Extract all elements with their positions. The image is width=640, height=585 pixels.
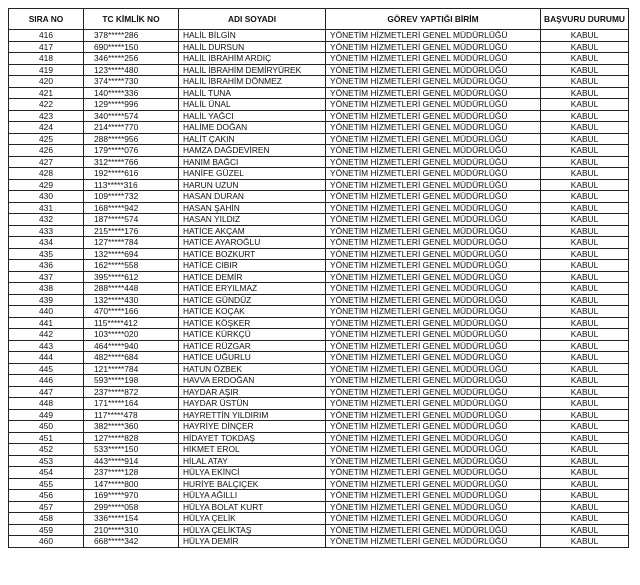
- cell-sira-no: 428: [9, 168, 84, 180]
- cell-basvuru-durumu: KABUL: [541, 168, 629, 180]
- cell-adi-soyadi: HÜLYA EKİNCİ: [179, 467, 326, 479]
- table-row: [9, 524, 629, 536]
- cell-tc-kimlik-no: 192*****616: [84, 168, 179, 180]
- cell-basvuru-durumu: KABUL: [541, 467, 629, 479]
- cell-adi-soyadi: HALİL YAĞCI: [179, 110, 326, 122]
- cell-sira-no: 450: [9, 421, 84, 433]
- cell-adi-soyadi: HAYRİYE DİNÇER: [179, 421, 326, 433]
- cell-adi-soyadi: HALİL DURSUN: [179, 41, 326, 53]
- cell-adi-soyadi: HATİCE DEMİR: [179, 271, 326, 283]
- cell-tc-kimlik-no: 169*****970: [84, 490, 179, 502]
- table-row: [9, 294, 629, 306]
- cell-adi-soyadi: HAYDAR AŞIR: [179, 386, 326, 398]
- cell-basvuru-durumu: KABUL: [541, 202, 629, 214]
- cell-tc-kimlik-no: 374*****730: [84, 76, 179, 88]
- cell-basvuru-durumu: KABUL: [541, 409, 629, 421]
- cell-basvuru-durumu: KABUL: [541, 398, 629, 410]
- table-row: [9, 306, 629, 318]
- cell-sira-no: 444: [9, 352, 84, 364]
- table-row: [9, 237, 629, 249]
- cell-adi-soyadi: HÜLYA ÇELİK: [179, 513, 326, 525]
- cell-adi-soyadi: HÜLYA AĞILLI: [179, 490, 326, 502]
- cell-adi-soyadi: HATİCE KÖŞKER: [179, 317, 326, 329]
- cell-gorev-birim: YÖNETİM HİZMETLERİ GENEL MÜDÜRLÜĞÜ: [326, 99, 541, 111]
- cell-adi-soyadi: HALİL İBRAHİM ARDIÇ: [179, 53, 326, 65]
- table-row: [9, 53, 629, 65]
- cell-gorev-birim: YÖNETİM HİZMETLERİ GENEL MÜDÜRLÜĞÜ: [326, 53, 541, 65]
- cell-gorev-birim: YÖNETİM HİZMETLERİ GENEL MÜDÜRLÜĞÜ: [326, 317, 541, 329]
- cell-tc-kimlik-no: 482*****684: [84, 352, 179, 364]
- table-row: [9, 329, 629, 341]
- table-row: [9, 76, 629, 88]
- cell-gorev-birim: YÖNETİM HİZMETLERİ GENEL MÜDÜRLÜĞÜ: [326, 76, 541, 88]
- table-row: [9, 87, 629, 99]
- cell-basvuru-durumu: KABUL: [541, 260, 629, 272]
- cell-sira-no: 440: [9, 306, 84, 318]
- cell-gorev-birim: YÖNETİM HİZMETLERİ GENEL MÜDÜRLÜĞÜ: [326, 225, 541, 237]
- table-row: [9, 536, 629, 548]
- cell-sira-no: 455: [9, 478, 84, 490]
- cell-gorev-birim: YÖNETİM HİZMETLERİ GENEL MÜDÜRLÜĞÜ: [326, 375, 541, 387]
- cell-sira-no: 446: [9, 375, 84, 387]
- table-row: [9, 179, 629, 191]
- cell-basvuru-durumu: KABUL: [541, 329, 629, 341]
- applicant-table: [8, 8, 629, 548]
- cell-gorev-birim: YÖNETİM HİZMETLERİ GENEL MÜDÜRLÜĞÜ: [326, 156, 541, 168]
- cell-adi-soyadi: HATİCE UĞURLU: [179, 352, 326, 364]
- cell-tc-kimlik-no: 187*****574: [84, 214, 179, 226]
- cell-gorev-birim: YÖNETİM HİZMETLERİ GENEL MÜDÜRLÜĞÜ: [326, 455, 541, 467]
- cell-basvuru-durumu: KABUL: [541, 191, 629, 203]
- header-gorev-birim: GÖREV YAPTIĞI BİRİM: [326, 9, 541, 30]
- table-row: [9, 421, 629, 433]
- table-row: [9, 501, 629, 513]
- table-row: [9, 398, 629, 410]
- cell-adi-soyadi: HALİL BİLGİN: [179, 30, 326, 42]
- table-row: [9, 283, 629, 295]
- table-row: [9, 271, 629, 283]
- cell-basvuru-durumu: KABUL: [541, 444, 629, 456]
- cell-sira-no: 453: [9, 455, 84, 467]
- cell-sira-no: 451: [9, 432, 84, 444]
- cell-basvuru-durumu: KABUL: [541, 156, 629, 168]
- cell-sira-no: 430: [9, 191, 84, 203]
- table-row: [9, 214, 629, 226]
- table-row: [9, 202, 629, 214]
- cell-sira-no: 456: [9, 490, 84, 502]
- cell-adi-soyadi: HALİT ÇAKIN: [179, 133, 326, 145]
- cell-sira-no: 459: [9, 524, 84, 536]
- cell-adi-soyadi: HATİCE KOÇAK: [179, 306, 326, 318]
- cell-gorev-birim: YÖNETİM HİZMETLERİ GENEL MÜDÜRLÜĞÜ: [326, 237, 541, 249]
- cell-sira-no: 437: [9, 271, 84, 283]
- cell-sira-no: 443: [9, 340, 84, 352]
- cell-adi-soyadi: HANİFE GÜZEL: [179, 168, 326, 180]
- cell-basvuru-durumu: KABUL: [541, 536, 629, 548]
- cell-adi-soyadi: HAYDAR ÜSTÜN: [179, 398, 326, 410]
- header-adi-soyadi: ADI SOYADI: [179, 9, 326, 30]
- cell-tc-kimlik-no: 113*****316: [84, 179, 179, 191]
- table-row: [9, 340, 629, 352]
- cell-tc-kimlik-no: 593*****198: [84, 375, 179, 387]
- cell-gorev-birim: YÖNETİM HİZMETLERİ GENEL MÜDÜRLÜĞÜ: [326, 271, 541, 283]
- cell-adi-soyadi: HATİCE KÜRKÇÜ: [179, 329, 326, 341]
- cell-basvuru-durumu: KABUL: [541, 513, 629, 525]
- cell-sira-no: 454: [9, 467, 84, 479]
- cell-sira-no: 426: [9, 145, 84, 157]
- table-row: [9, 478, 629, 490]
- cell-adi-soyadi: HASAN YILDIZ: [179, 214, 326, 226]
- cell-tc-kimlik-no: 395*****612: [84, 271, 179, 283]
- cell-sira-no: 436: [9, 260, 84, 272]
- cell-basvuru-durumu: KABUL: [541, 478, 629, 490]
- cell-basvuru-durumu: KABUL: [541, 501, 629, 513]
- cell-tc-kimlik-no: 115*****412: [84, 317, 179, 329]
- cell-tc-kimlik-no: 103*****020: [84, 329, 179, 341]
- cell-gorev-birim: YÖNETİM HİZMETLERİ GENEL MÜDÜRLÜĞÜ: [326, 191, 541, 203]
- cell-adi-soyadi: HÜLYA ÇELİKTAŞ: [179, 524, 326, 536]
- table-row: [9, 352, 629, 364]
- cell-adi-soyadi: HATİCE GÜNDÜZ: [179, 294, 326, 306]
- cell-basvuru-durumu: KABUL: [541, 306, 629, 318]
- cell-sira-no: 419: [9, 64, 84, 76]
- cell-adi-soyadi: HALİL ÜNAL: [179, 99, 326, 111]
- cell-basvuru-durumu: KABUL: [541, 225, 629, 237]
- cell-sira-no: 452: [9, 444, 84, 456]
- cell-gorev-birim: YÖNETİM HİZMETLERİ GENEL MÜDÜRLÜĞÜ: [326, 260, 541, 272]
- cell-basvuru-durumu: KABUL: [541, 41, 629, 53]
- cell-basvuru-durumu: KABUL: [541, 352, 629, 364]
- cell-gorev-birim: YÖNETİM HİZMETLERİ GENEL MÜDÜRLÜĞÜ: [326, 409, 541, 421]
- table-row: [9, 64, 629, 76]
- cell-gorev-birim: YÖNETİM HİZMETLERİ GENEL MÜDÜRLÜĞÜ: [326, 294, 541, 306]
- cell-adi-soyadi: HÜLYA BOLAT KURT: [179, 501, 326, 513]
- cell-tc-kimlik-no: 215*****176: [84, 225, 179, 237]
- header-sira-no: SIRA NO: [9, 9, 84, 30]
- cell-gorev-birim: YÖNETİM HİZMETLERİ GENEL MÜDÜRLÜĞÜ: [326, 513, 541, 525]
- table-row: [9, 455, 629, 467]
- watermark-logo: [597, 36, 635, 56]
- cell-basvuru-durumu: KABUL: [541, 110, 629, 122]
- cell-gorev-birim: YÖNETİM HİZMETLERİ GENEL MÜDÜRLÜĞÜ: [326, 490, 541, 502]
- cell-gorev-birim: YÖNETİM HİZMETLERİ GENEL MÜDÜRLÜĞÜ: [326, 87, 541, 99]
- cell-adi-soyadi: HARUN UZUN: [179, 179, 326, 191]
- cell-adi-soyadi: HATİCE ERYILMAZ: [179, 283, 326, 295]
- cell-gorev-birim: YÖNETİM HİZMETLERİ GENEL MÜDÜRLÜĞÜ: [326, 133, 541, 145]
- cell-basvuru-durumu: KABUL: [541, 432, 629, 444]
- cell-tc-kimlik-no: 237*****872: [84, 386, 179, 398]
- cell-tc-kimlik-no: 171*****164: [84, 398, 179, 410]
- table-header-row: [9, 9, 629, 30]
- cell-sira-no: 429: [9, 179, 84, 191]
- cell-gorev-birim: YÖNETİM HİZMETLERİ GENEL MÜDÜRLÜĞÜ: [326, 352, 541, 364]
- cell-basvuru-durumu: KABUL: [541, 271, 629, 283]
- cell-tc-kimlik-no: 162*****558: [84, 260, 179, 272]
- table-row: [9, 444, 629, 456]
- cell-tc-kimlik-no: 312*****766: [84, 156, 179, 168]
- cell-gorev-birim: YÖNETİM HİZMETLERİ GENEL MÜDÜRLÜĞÜ: [326, 145, 541, 157]
- cell-gorev-birim: YÖNETİM HİZMETLERİ GENEL MÜDÜRLÜĞÜ: [326, 64, 541, 76]
- cell-basvuru-durumu: KABUL: [541, 386, 629, 398]
- cell-sira-no: 458: [9, 513, 84, 525]
- cell-tc-kimlik-no: 340*****574: [84, 110, 179, 122]
- cell-adi-soyadi: HÜLYA DEMİR: [179, 536, 326, 548]
- table-row: [9, 168, 629, 180]
- cell-gorev-birim: YÖNETİM HİZMETLERİ GENEL MÜDÜRLÜĞÜ: [326, 501, 541, 513]
- cell-sira-no: 434: [9, 237, 84, 249]
- cell-basvuru-durumu: KABUL: [541, 524, 629, 536]
- table-row: [9, 248, 629, 260]
- cell-sira-no: 425: [9, 133, 84, 145]
- cell-basvuru-durumu: KABUL: [541, 53, 629, 65]
- cell-sira-no: 439: [9, 294, 84, 306]
- cell-tc-kimlik-no: 668*****342: [84, 536, 179, 548]
- cell-tc-kimlik-no: 132*****430: [84, 294, 179, 306]
- cell-gorev-birim: YÖNETİM HİZMETLERİ GENEL MÜDÜRLÜĞÜ: [326, 110, 541, 122]
- cell-basvuru-durumu: KABUL: [541, 133, 629, 145]
- table-row: [9, 432, 629, 444]
- header-tc-kimlik-no: TC KİMLİK NO: [84, 9, 179, 30]
- cell-sira-no: 418: [9, 53, 84, 65]
- cell-tc-kimlik-no: 533*****150: [84, 444, 179, 456]
- cell-basvuru-durumu: KABUL: [541, 294, 629, 306]
- cell-gorev-birim: YÖNETİM HİZMETLERİ GENEL MÜDÜRLÜĞÜ: [326, 478, 541, 490]
- table-row: [9, 99, 629, 111]
- table-row: [9, 191, 629, 203]
- cell-tc-kimlik-no: 288*****956: [84, 133, 179, 145]
- cell-basvuru-durumu: KABUL: [541, 283, 629, 295]
- cell-basvuru-durumu: KABUL: [541, 237, 629, 249]
- cell-gorev-birim: YÖNETİM HİZMETLERİ GENEL MÜDÜRLÜĞÜ: [326, 30, 541, 42]
- cell-basvuru-durumu: KABUL: [541, 455, 629, 467]
- cell-gorev-birim: YÖNETİM HİZMETLERİ GENEL MÜDÜRLÜĞÜ: [326, 329, 541, 341]
- cell-tc-kimlik-no: 346*****256: [84, 53, 179, 65]
- cell-tc-kimlik-no: 127*****784: [84, 237, 179, 249]
- cell-adi-soyadi: HURİYE BALÇIÇEK: [179, 478, 326, 490]
- cell-adi-soyadi: HATİCE AKÇAM: [179, 225, 326, 237]
- cell-adi-soyadi: HİDAYET TOKDAŞ: [179, 432, 326, 444]
- cell-adi-soyadi: HAYRETTİN YILDIRIM: [179, 409, 326, 421]
- cell-adi-soyadi: HATİCE CIBIR: [179, 260, 326, 272]
- cell-tc-kimlik-no: 129*****996: [84, 99, 179, 111]
- cell-sira-no: 424: [9, 122, 84, 134]
- cell-gorev-birim: YÖNETİM HİZMETLERİ GENEL MÜDÜRLÜĞÜ: [326, 432, 541, 444]
- cell-adi-soyadi: HİKMET EROL: [179, 444, 326, 456]
- cell-gorev-birim: YÖNETİM HİZMETLERİ GENEL MÜDÜRLÜĞÜ: [326, 168, 541, 180]
- cell-gorev-birim: YÖNETİM HİZMETLERİ GENEL MÜDÜRLÜĞÜ: [326, 363, 541, 375]
- cell-gorev-birim: YÖNETİM HİZMETLERİ GENEL MÜDÜRLÜĞÜ: [326, 202, 541, 214]
- cell-gorev-birim: YÖNETİM HİZMETLERİ GENEL MÜDÜRLÜĞÜ: [326, 214, 541, 226]
- cell-basvuru-durumu: KABUL: [541, 76, 629, 88]
- table-row: [9, 409, 629, 421]
- cell-adi-soyadi: HALİL TUNA: [179, 87, 326, 99]
- cell-tc-kimlik-no: 132*****694: [84, 248, 179, 260]
- cell-tc-kimlik-no: 168*****942: [84, 202, 179, 214]
- table-row: [9, 156, 629, 168]
- cell-adi-soyadi: HASAN DURAN: [179, 191, 326, 203]
- table-row: [9, 110, 629, 122]
- cell-sira-no: 420: [9, 76, 84, 88]
- cell-tc-kimlik-no: 109*****732: [84, 191, 179, 203]
- table-row: [9, 375, 629, 387]
- cell-sira-no: 441: [9, 317, 84, 329]
- cell-basvuru-durumu: KABUL: [541, 421, 629, 433]
- cell-sira-no: 423: [9, 110, 84, 122]
- cell-sira-no: 433: [9, 225, 84, 237]
- cell-basvuru-durumu: KABUL: [541, 375, 629, 387]
- cell-adi-soyadi: HATİCE BOZKURT: [179, 248, 326, 260]
- cell-basvuru-durumu: KABUL: [541, 340, 629, 352]
- cell-basvuru-durumu: KABUL: [541, 363, 629, 375]
- cell-tc-kimlik-no: 237*****128: [84, 467, 179, 479]
- cell-gorev-birim: YÖNETİM HİZMETLERİ GENEL MÜDÜRLÜĞÜ: [326, 398, 541, 410]
- cell-sira-no: 427: [9, 156, 84, 168]
- cell-gorev-birim: YÖNETİM HİZMETLERİ GENEL MÜDÜRLÜĞÜ: [326, 283, 541, 295]
- cell-tc-kimlik-no: 288*****448: [84, 283, 179, 295]
- table-row: [9, 317, 629, 329]
- cell-adi-soyadi: HATİCE RÜZGAR: [179, 340, 326, 352]
- table-body: [9, 30, 629, 548]
- cell-adi-soyadi: HANIM BAĞCI: [179, 156, 326, 168]
- cell-adi-soyadi: HALİL İBRAHİM DÖNMEZ: [179, 76, 326, 88]
- cell-sira-no: 442: [9, 329, 84, 341]
- cell-sira-no: 447: [9, 386, 84, 398]
- cell-sira-no: 416: [9, 30, 84, 42]
- cell-tc-kimlik-no: 140*****336: [84, 87, 179, 99]
- cell-basvuru-durumu: KABUL: [541, 87, 629, 99]
- cell-tc-kimlik-no: 470*****166: [84, 306, 179, 318]
- cell-tc-kimlik-no: 121*****784: [84, 363, 179, 375]
- cell-tc-kimlik-no: 123*****480: [84, 64, 179, 76]
- table-row: [9, 386, 629, 398]
- cell-tc-kimlik-no: 382*****360: [84, 421, 179, 433]
- cell-adi-soyadi: HATİCE AYAROĞLU: [179, 237, 326, 249]
- table-row: [9, 145, 629, 157]
- table-row: [9, 513, 629, 525]
- cell-gorev-birim: YÖNETİM HİZMETLERİ GENEL MÜDÜRLÜĞÜ: [326, 122, 541, 134]
- cell-tc-kimlik-no: 179*****076: [84, 145, 179, 157]
- table-row: [9, 41, 629, 53]
- table-row: [9, 30, 629, 42]
- cell-sira-no: 431: [9, 202, 84, 214]
- cell-tc-kimlik-no: 378*****286: [84, 30, 179, 42]
- cell-gorev-birim: YÖNETİM HİZMETLERİ GENEL MÜDÜRLÜĞÜ: [326, 467, 541, 479]
- table-row: [9, 490, 629, 502]
- cell-gorev-birim: YÖNETİM HİZMETLERİ GENEL MÜDÜRLÜĞÜ: [326, 524, 541, 536]
- cell-tc-kimlik-no: 690*****150: [84, 41, 179, 53]
- cell-tc-kimlik-no: 147*****800: [84, 478, 179, 490]
- cell-tc-kimlik-no: 117*****478: [84, 409, 179, 421]
- table-row: [9, 225, 629, 237]
- cell-gorev-birim: YÖNETİM HİZMETLERİ GENEL MÜDÜRLÜĞÜ: [326, 41, 541, 53]
- cell-sira-no: 435: [9, 248, 84, 260]
- document-page: [8, 8, 629, 548]
- cell-sira-no: 421: [9, 87, 84, 99]
- cell-gorev-birim: YÖNETİM HİZMETLERİ GENEL MÜDÜRLÜĞÜ: [326, 248, 541, 260]
- cell-adi-soyadi: HATUN ÖZBEK: [179, 363, 326, 375]
- cell-sira-no: 432: [9, 214, 84, 226]
- table-row: [9, 363, 629, 375]
- cell-tc-kimlik-no: 464*****940: [84, 340, 179, 352]
- cell-tc-kimlik-no: 214*****770: [84, 122, 179, 134]
- table-row: [9, 133, 629, 145]
- cell-basvuru-durumu: KABUL: [541, 145, 629, 157]
- cell-sira-no: 448: [9, 398, 84, 410]
- cell-basvuru-durumu: KABUL: [541, 214, 629, 226]
- cell-gorev-birim: YÖNETİM HİZMETLERİ GENEL MÜDÜRLÜĞÜ: [326, 386, 541, 398]
- cell-sira-no: 438: [9, 283, 84, 295]
- cell-adi-soyadi: HASAN ŞAHİN: [179, 202, 326, 214]
- cell-gorev-birim: YÖNETİM HİZMETLERİ GENEL MÜDÜRLÜĞÜ: [326, 536, 541, 548]
- table-row: [9, 122, 629, 134]
- cell-gorev-birim: YÖNETİM HİZMETLERİ GENEL MÜDÜRLÜĞÜ: [326, 340, 541, 352]
- cell-sira-no: 422: [9, 99, 84, 111]
- cell-adi-soyadi: HİLAL ATAY: [179, 455, 326, 467]
- cell-basvuru-durumu: KABUL: [541, 99, 629, 111]
- cell-adi-soyadi: HALİL İBRAHİM DEMİRYÜREK: [179, 64, 326, 76]
- cell-basvuru-durumu: KABUL: [541, 122, 629, 134]
- cell-adi-soyadi: HAMZA DAĞDEVİREN: [179, 145, 326, 157]
- cell-gorev-birim: YÖNETİM HİZMETLERİ GENEL MÜDÜRLÜĞÜ: [326, 306, 541, 318]
- cell-adi-soyadi: HALİME DOĞAN: [179, 122, 326, 134]
- cell-basvuru-durumu: KABUL: [541, 179, 629, 191]
- cell-tc-kimlik-no: 127*****828: [84, 432, 179, 444]
- cell-basvuru-durumu: KABUL: [541, 317, 629, 329]
- table-row: [9, 260, 629, 272]
- cell-tc-kimlik-no: 443*****914: [84, 455, 179, 467]
- cell-basvuru-durumu: KABUL: [541, 30, 629, 42]
- cell-adi-soyadi: HAVVA ERDOĞAN: [179, 375, 326, 387]
- header-basvuru-durumu: BAŞVURU DURUMU: [541, 9, 629, 30]
- cell-sira-no: 417: [9, 41, 84, 53]
- table-row: [9, 467, 629, 479]
- cell-tc-kimlik-no: 299*****058: [84, 501, 179, 513]
- cell-tc-kimlik-no: 210*****310: [84, 524, 179, 536]
- cell-sira-no: 445: [9, 363, 84, 375]
- cell-basvuru-durumu: KABUL: [541, 490, 629, 502]
- cell-tc-kimlik-no: 336*****154: [84, 513, 179, 525]
- cell-sira-no: 457: [9, 501, 84, 513]
- cell-gorev-birim: YÖNETİM HİZMETLERİ GENEL MÜDÜRLÜĞÜ: [326, 444, 541, 456]
- cell-sira-no: 449: [9, 409, 84, 421]
- cell-sira-no: 460: [9, 536, 84, 548]
- cell-gorev-birim: YÖNETİM HİZMETLERİ GENEL MÜDÜRLÜĞÜ: [326, 179, 541, 191]
- cell-basvuru-durumu: KABUL: [541, 64, 629, 76]
- cell-basvuru-durumu: KABUL: [541, 248, 629, 260]
- cell-gorev-birim: YÖNETİM HİZMETLERİ GENEL MÜDÜRLÜĞÜ: [326, 421, 541, 433]
